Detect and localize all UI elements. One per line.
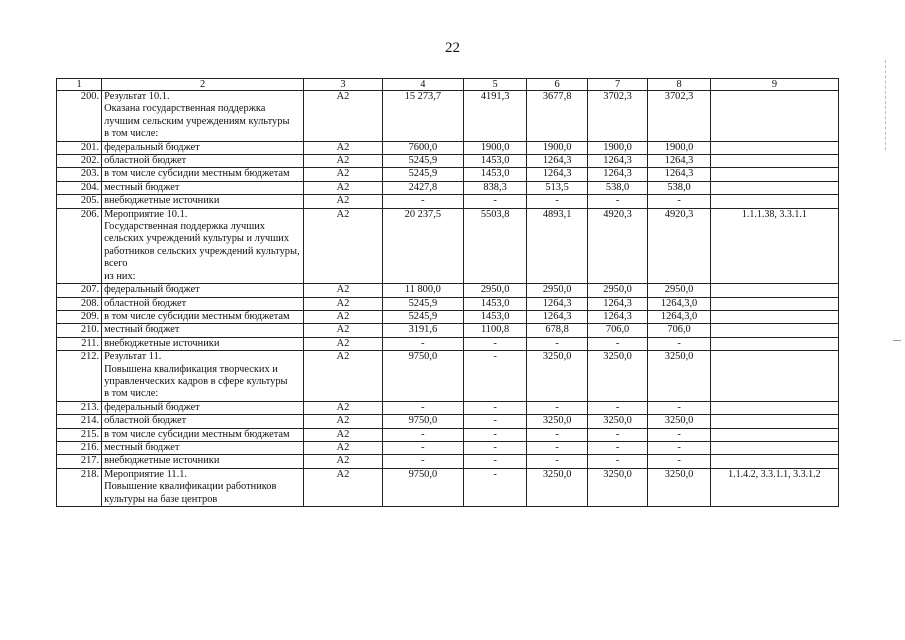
row-reference <box>710 168 838 181</box>
table-row <box>57 91 839 142</box>
value-year-3: 706,0 <box>587 324 647 337</box>
row-name: Мероприятие 10.1. Государственная поддержка лучших сельских учреждений культуры и лучших работников сельских учреждений культуры, всего из них: <box>102 208 304 283</box>
value-total: - <box>382 441 463 454</box>
row-reference <box>710 415 838 428</box>
row-name: внебюджетные источники <box>102 195 304 208</box>
value-year-2: - <box>527 455 587 468</box>
row-number: 217. <box>57 455 102 468</box>
row-reference <box>710 155 838 168</box>
value-year-4: 1264,3,0 <box>648 310 711 323</box>
value-year-3: - <box>587 455 647 468</box>
value-year-2: 1264,3 <box>527 168 587 181</box>
row-reference <box>710 324 838 337</box>
value-year-4: 1264,3,0 <box>648 297 711 310</box>
value-year-1: 1453,0 <box>463 168 527 181</box>
row-code: А2 <box>303 155 382 168</box>
table-row <box>57 284 839 297</box>
row-code: А2 <box>303 401 382 414</box>
row-code: А2 <box>303 337 382 350</box>
row-name: в том числе субсидии местным бюджетам <box>102 310 304 323</box>
row-number: 205. <box>57 195 102 208</box>
row-name: областной бюджет <box>102 155 304 168</box>
table-body <box>57 79 839 507</box>
value-total: 9750,0 <box>382 351 463 402</box>
row-number: 200. <box>57 91 102 142</box>
value-year-1: - <box>463 195 527 208</box>
value-year-3: 538,0 <box>587 181 647 194</box>
value-year-4: 3250,0 <box>648 468 711 506</box>
value-total: 20 237,5 <box>382 208 463 283</box>
row-name: внебюджетные источники <box>102 337 304 350</box>
value-year-4: 538,0 <box>648 181 711 194</box>
row-reference <box>710 310 838 323</box>
value-year-1: 1453,0 <box>463 155 527 168</box>
scan-artifact <box>885 60 886 150</box>
value-year-2: 513,5 <box>527 181 587 194</box>
column-header: 9 <box>710 79 838 91</box>
table-row <box>57 455 839 468</box>
value-total: 5245,9 <box>382 297 463 310</box>
row-code: А2 <box>303 195 382 208</box>
row-code: А2 <box>303 297 382 310</box>
value-year-4: 3250,0 <box>648 351 711 402</box>
row-number: 201. <box>57 141 102 154</box>
row-code: А2 <box>303 468 382 506</box>
column-header: 8 <box>648 79 711 91</box>
row-number: 213. <box>57 401 102 414</box>
row-code: А2 <box>303 441 382 454</box>
page-number: 22 <box>445 40 460 56</box>
value-year-4: - <box>648 441 711 454</box>
value-year-4: 1264,3 <box>648 168 711 181</box>
column-header: 3 <box>303 79 382 91</box>
row-name: Мероприятие 11.1. Повышение квалификации работников культуры на базе центров <box>102 468 304 506</box>
value-year-4: 1900,0 <box>648 141 711 154</box>
value-year-2: 3250,0 <box>527 351 587 402</box>
value-year-1: 2950,0 <box>463 284 527 297</box>
row-code: А2 <box>303 181 382 194</box>
table-row <box>57 141 839 154</box>
row-number: 206. <box>57 208 102 283</box>
row-code: А2 <box>303 310 382 323</box>
row-reference <box>710 455 838 468</box>
value-total: - <box>382 401 463 414</box>
row-code: А2 <box>303 141 382 154</box>
value-year-3: 3250,0 <box>587 415 647 428</box>
row-code: А2 <box>303 415 382 428</box>
value-total: 7600,0 <box>382 141 463 154</box>
table-row <box>57 310 839 323</box>
value-total: 5245,9 <box>382 168 463 181</box>
value-year-2: 678,8 <box>527 324 587 337</box>
column-header: 2 <box>102 79 304 91</box>
value-year-3: 2950,0 <box>587 284 647 297</box>
row-name: местный бюджет <box>102 441 304 454</box>
row-name: областной бюджет <box>102 415 304 428</box>
value-year-2: 1900,0 <box>527 141 587 154</box>
table-header-row <box>57 79 839 91</box>
row-reference <box>710 428 838 441</box>
row-number: 212. <box>57 351 102 402</box>
table-row <box>57 337 839 350</box>
row-reference: 1.1.4.2, 3.3.1.1, 3.3.1.2 <box>710 468 838 506</box>
row-number: 211. <box>57 337 102 350</box>
row-name: Результат 10.1. Оказана государственная поддержка лучшим сельским учреждениям культуры в том числе: <box>102 91 304 142</box>
value-year-3: 3250,0 <box>587 351 647 402</box>
value-year-4: - <box>648 195 711 208</box>
row-number: 215. <box>57 428 102 441</box>
value-year-3: 1264,3 <box>587 168 647 181</box>
row-number: 204. <box>57 181 102 194</box>
value-total: 2427,8 <box>382 181 463 194</box>
row-reference <box>710 195 838 208</box>
budget-table <box>56 78 839 507</box>
row-name: местный бюджет <box>102 181 304 194</box>
value-year-2: 3677,8 <box>527 91 587 142</box>
value-year-3: 1264,3 <box>587 297 647 310</box>
value-year-1: 838,3 <box>463 181 527 194</box>
value-total: - <box>382 337 463 350</box>
row-number: 210. <box>57 324 102 337</box>
value-year-1: - <box>463 415 527 428</box>
table-row <box>57 428 839 441</box>
value-year-3: - <box>587 195 647 208</box>
row-name: федеральный бюджет <box>102 141 304 154</box>
row-code: А2 <box>303 324 382 337</box>
row-number: 218. <box>57 468 102 506</box>
row-number: 208. <box>57 297 102 310</box>
row-name: местный бюджет <box>102 324 304 337</box>
value-year-2: - <box>527 195 587 208</box>
table-row <box>57 351 839 402</box>
scan-artifact <box>893 340 901 341</box>
table-row <box>57 297 839 310</box>
column-header: 4 <box>382 79 463 91</box>
value-year-4: 4920,3 <box>648 208 711 283</box>
value-year-3: 1900,0 <box>587 141 647 154</box>
value-year-4: 2950,0 <box>648 284 711 297</box>
value-year-2: 1264,3 <box>527 297 587 310</box>
value-year-1: 4191,3 <box>463 91 527 142</box>
table-row <box>57 468 839 506</box>
value-year-1: - <box>463 351 527 402</box>
table-row <box>57 168 839 181</box>
row-reference <box>710 91 838 142</box>
row-reference <box>710 401 838 414</box>
value-year-1: - <box>463 428 527 441</box>
value-total: 5245,9 <box>382 155 463 168</box>
value-total: 9750,0 <box>382 468 463 506</box>
row-name: федеральный бюджет <box>102 401 304 414</box>
value-year-3: - <box>587 428 647 441</box>
row-code: А2 <box>303 168 382 181</box>
row-code: А2 <box>303 455 382 468</box>
column-header: 6 <box>527 79 587 91</box>
row-code: А2 <box>303 351 382 402</box>
table-row <box>57 401 839 414</box>
value-year-1: 5503,8 <box>463 208 527 283</box>
value-year-3: 3250,0 <box>587 468 647 506</box>
row-reference <box>710 351 838 402</box>
row-number: 207. <box>57 284 102 297</box>
value-year-3: 1264,3 <box>587 310 647 323</box>
row-reference: 1.1.1.38, 3.3.1.1 <box>710 208 838 283</box>
value-total: - <box>382 195 463 208</box>
value-year-4: 706,0 <box>648 324 711 337</box>
value-year-3: 3702,3 <box>587 91 647 142</box>
row-reference <box>710 337 838 350</box>
value-total: 3191,6 <box>382 324 463 337</box>
row-name: в том числе субсидии местным бюджетам <box>102 428 304 441</box>
value-year-1: 1100,8 <box>463 324 527 337</box>
row-name: внебюджетные источники <box>102 455 304 468</box>
value-year-1: - <box>463 337 527 350</box>
value-year-1: - <box>463 401 527 414</box>
row-number: 214. <box>57 415 102 428</box>
value-total: 9750,0 <box>382 415 463 428</box>
value-year-2: 3250,0 <box>527 468 587 506</box>
value-year-2: - <box>527 428 587 441</box>
row-reference <box>710 141 838 154</box>
value-year-4: 3702,3 <box>648 91 711 142</box>
value-year-3: - <box>587 441 647 454</box>
value-year-4: - <box>648 455 711 468</box>
value-total: - <box>382 455 463 468</box>
row-code: А2 <box>303 284 382 297</box>
value-year-2: - <box>527 337 587 350</box>
row-reference <box>710 284 838 297</box>
row-name: областной бюджет <box>102 297 304 310</box>
value-year-1: - <box>463 441 527 454</box>
table-row <box>57 181 839 194</box>
table-row <box>57 208 839 283</box>
value-total: - <box>382 428 463 441</box>
column-header: 7 <box>587 79 647 91</box>
row-reference <box>710 181 838 194</box>
value-year-2: - <box>527 401 587 414</box>
value-year-3: - <box>587 401 647 414</box>
value-year-4: 3250,0 <box>648 415 711 428</box>
row-name: в том числе субсидии местным бюджетам <box>102 168 304 181</box>
value-year-1: 1453,0 <box>463 310 527 323</box>
column-header: 5 <box>463 79 527 91</box>
value-year-4: - <box>648 337 711 350</box>
table-row <box>57 324 839 337</box>
value-year-1: 1900,0 <box>463 141 527 154</box>
row-name: федеральный бюджет <box>102 284 304 297</box>
value-year-2: 3250,0 <box>527 415 587 428</box>
value-year-1: - <box>463 455 527 468</box>
table-row <box>57 155 839 168</box>
value-year-2: 2950,0 <box>527 284 587 297</box>
row-number: 202. <box>57 155 102 168</box>
value-year-2: 1264,3 <box>527 155 587 168</box>
table-row <box>57 415 839 428</box>
row-number: 216. <box>57 441 102 454</box>
row-reference <box>710 297 838 310</box>
row-code: А2 <box>303 208 382 283</box>
value-year-2: - <box>527 441 587 454</box>
value-total: 11 800,0 <box>382 284 463 297</box>
value-year-4: - <box>648 428 711 441</box>
row-code: А2 <box>303 428 382 441</box>
row-number: 203. <box>57 168 102 181</box>
value-year-2: 4893,1 <box>527 208 587 283</box>
value-year-3: 4920,3 <box>587 208 647 283</box>
value-year-1: - <box>463 468 527 506</box>
value-year-1: 1453,0 <box>463 297 527 310</box>
value-year-3: - <box>587 337 647 350</box>
table-row <box>57 441 839 454</box>
value-year-4: 1264,3 <box>648 155 711 168</box>
row-reference <box>710 441 838 454</box>
value-year-3: 1264,3 <box>587 155 647 168</box>
row-number: 209. <box>57 310 102 323</box>
row-name: Результат 11. Повышена квалификация творческих и управленческих кадров в сфере культуры в том числе: <box>102 351 304 402</box>
row-code: А2 <box>303 91 382 142</box>
column-header: 1 <box>57 79 102 91</box>
value-year-2: 1264,3 <box>527 310 587 323</box>
value-year-4: - <box>648 401 711 414</box>
value-total: 15 273,7 <box>382 91 463 142</box>
value-total: 5245,9 <box>382 310 463 323</box>
table-row <box>57 195 839 208</box>
